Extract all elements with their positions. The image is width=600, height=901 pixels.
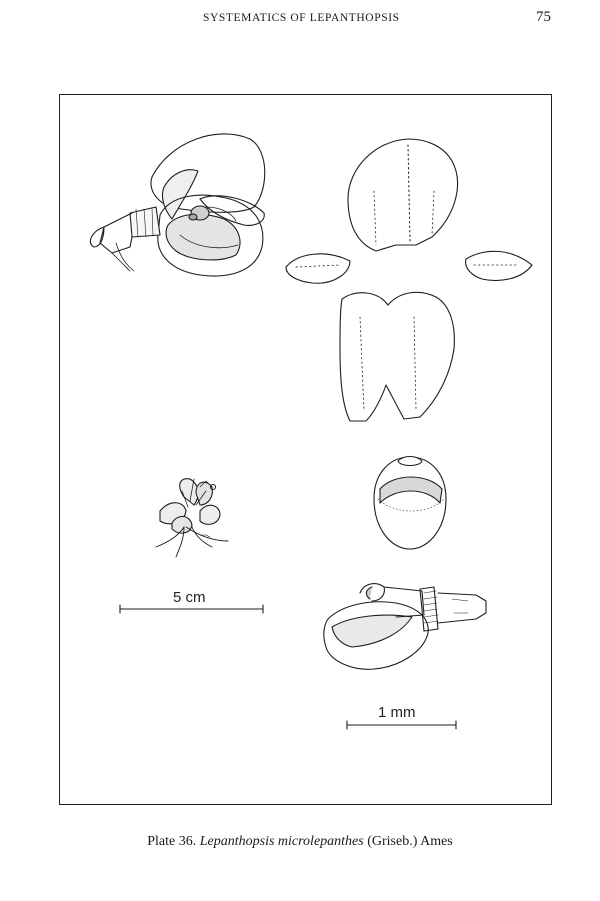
species-authority: (Griseb.) Ames (367, 834, 453, 849)
flower-lateral-view-illustration (90, 134, 264, 276)
scale-label-5cm: 5 cm (173, 589, 206, 606)
synsepal-illustration (340, 292, 454, 421)
dorsal-sepal-illustration (348, 139, 458, 251)
plate-drawings (60, 95, 553, 806)
page-number: 75 (536, 9, 551, 25)
plate-caption (0, 834, 600, 850)
plate-frame (59, 94, 552, 805)
running-head (0, 8, 600, 30)
plant-habit-illustration (156, 479, 228, 557)
species-name: Lepanthopsis microlepanthes (199, 834, 364, 849)
running-title: SYSTEMATICS OF LEPANTHOPSIS (203, 12, 400, 24)
scale-label-1mm: 1 mm (378, 704, 416, 721)
lip-illustration (374, 457, 446, 550)
plate-label: Plate 36. (147, 834, 197, 849)
column-lateral-view-illustration (324, 584, 486, 670)
scale-bar-1mm (347, 721, 456, 729)
scale-bar-5cm (120, 605, 263, 613)
petals-illustration (286, 251, 532, 283)
